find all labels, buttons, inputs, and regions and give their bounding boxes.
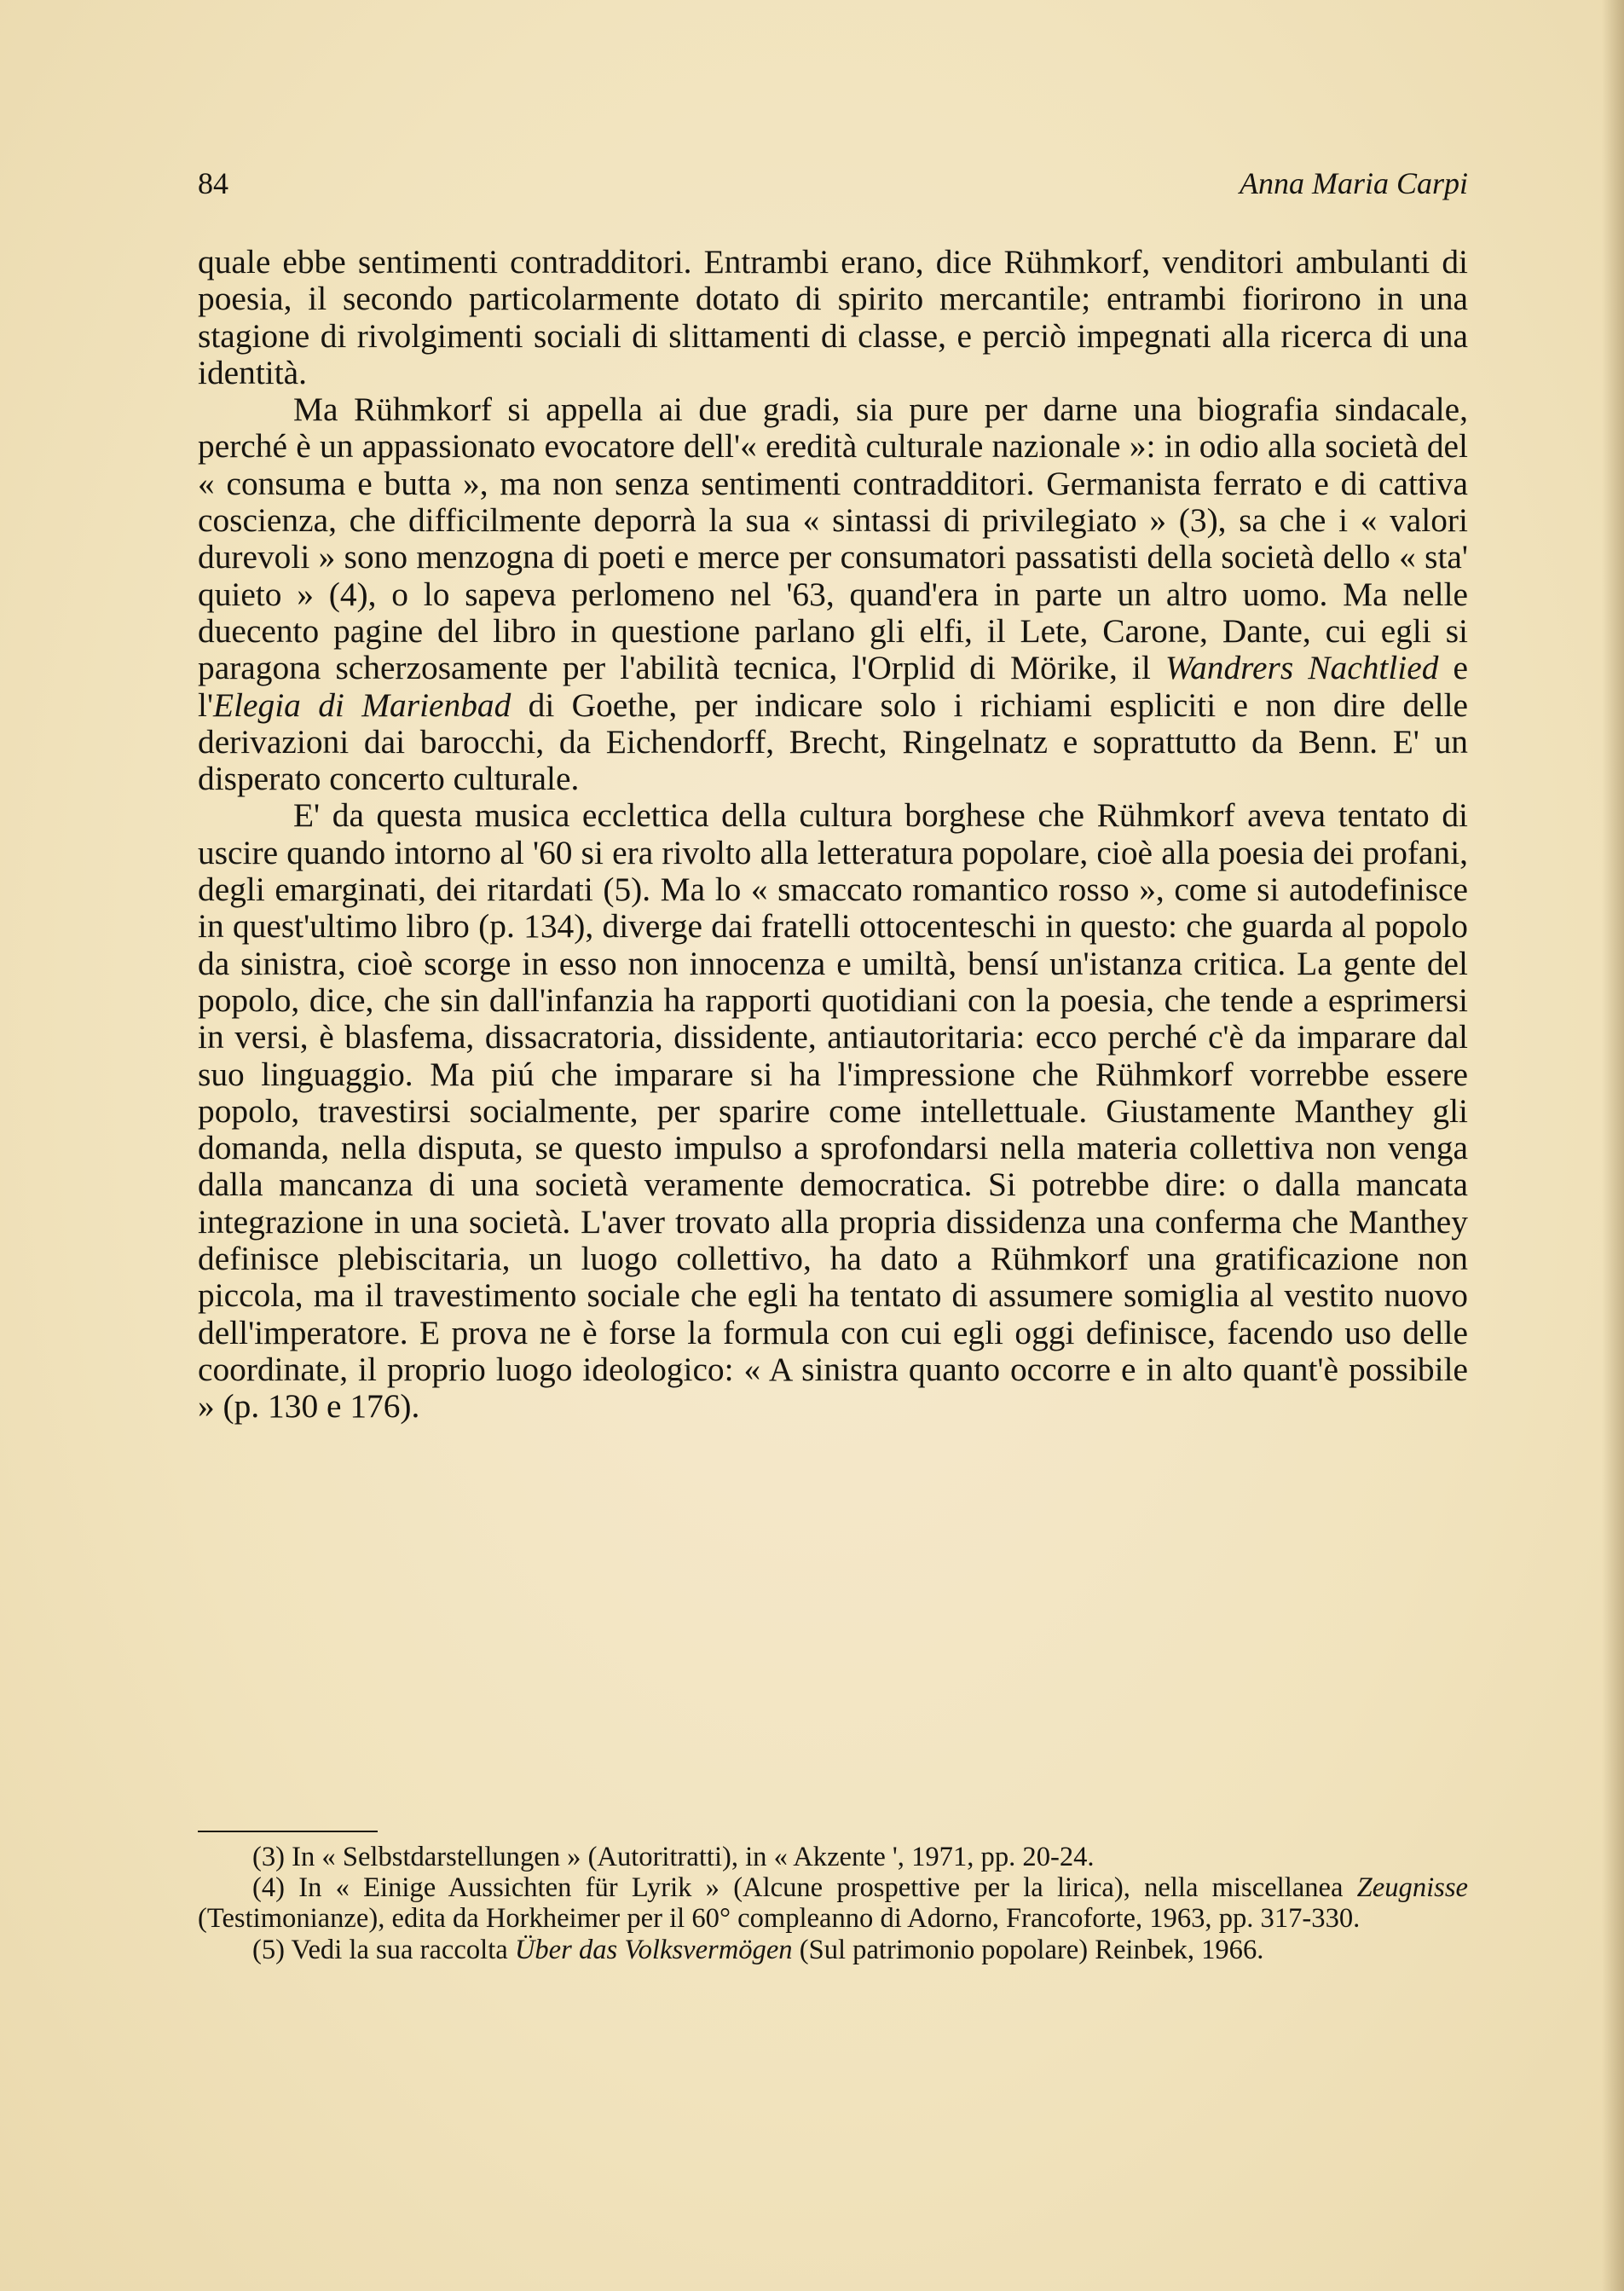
paragraph-1: [198, 244, 1468, 391]
footnotes: [198, 1842, 1468, 1965]
footnote-4-text-end: (Testimonianze), edita da Horkheimer per il 60° compleanno di Adorno, Francoforte, 1963, pp. 317-330.: [198, 1903, 1361, 1935]
work-title-zeugnisse: Zeugnisse: [1356, 1872, 1468, 1904]
footnote-4: [198, 1872, 1468, 1934]
running-header: [198, 162, 1468, 205]
running-title-author: Anna Maria Carpi: [1239, 166, 1468, 200]
paragraph-3-text: E' da questa musica ecclettica della cultura borghese che Rühmkorf aveva tentato di uscire quando intorno al '60 si era rivolto alla letteratura popolare, cioè alla poesia dei profani, degli emarginati, dei ritardati (5). Ma lo « smaccato romantico rosso », come si autodefinisce in quest'ultimo libro (p. 134), diverge dai fratelli ottocenteschi in questo: che guarda al popolo da sinistra, cioè scorge in esso non innocenza e umiltà, bensí un'istanza critica. La gente del popolo, dice, che sin dall'infanzia ha rapporti quotidiani con la poesia, che tende a esprimersi in versi, è blasfema, dissacratoria, dissidente, antiautoritaria: ecco perché c'è da imparare dal suo linguaggio. Ma piú che imparare si ha l'impressione che Rühmkorf vorrebbe essere popolo, travestirsi socialmente, per sparire come intellettuale. Giustamente Manthey gli domanda, nella disputa, se questo impulso a sprofondarsi nella materia collettiva non venga dalla mancanza di una società veramente democratica. Si potrebbe dire: o dalla mancata integrazione in una società. L'aver trovato alla propria dissidenza una conferma che Manthey definisce plebiscitaria, un luogo collettivo, ha dato a Rühmkorf una gratificazione non piccola, ma il travestimento sociale che egli ha tentato di assumere somiglia al vestito nuovo dell'imperatore. E prova ne è forse la formula con cui egli oggi definisce, facendo uso delle coordinate, il proprio luogo ideologico: « A sinistra quanto occorre e in alto quant'è possibile » (p. 130 e 176).: [198, 796, 1468, 1426]
page-number: 84: [198, 166, 228, 200]
work-title-elegia-di-marienbad: Elegia di Marienbad: [213, 686, 511, 724]
footnote-3: [198, 1842, 1468, 1872]
paragraph-3: [198, 797, 1468, 1425]
paragraph-2-text-end: di Goethe, per indicare solo i richiami espliciti e non dire delle derivazioni dai barocchi, da Eichendorff, Brecht, Ringelnatz e soprattutto da Benn. E' un disperato concerto culturale.: [198, 686, 1468, 798]
work-title-wandrers-nachtlied: Wandrers Nachtlied: [1165, 649, 1439, 687]
page-edge-shadow: [1602, 0, 1624, 2291]
footnote-5: [198, 1935, 1468, 1965]
footnote-5-text-end: (Sul patrimonio popolare) Reinbek, 1966.: [792, 1934, 1264, 1965]
footnote-separator-rule: [198, 1831, 378, 1832]
paragraph-2-text-connector: e l': [198, 649, 1468, 724]
paragraph-2: [198, 391, 1468, 797]
footnote-3-text: (3) In « Selbstdarstellungen » (Autoritratti), in « Akzente ', 1971, pp. 20-24.: [252, 1842, 1095, 1872]
paragraph-2-text: Ma Rühmkorf si appella ai due gradi, sia pure per darne una biografia sindacale, perché è un appassionato evocatore dell'« eredità culturale nazionale »: in odio alla società del « consuma e butta », ma non senza sentimenti contradditori. Germanista ferrato e di cattiva coscienza, che difficilmente deporrà la sua « sintassi di privilegiato » (3), sa che i « valori durevoli » sono menzogna di poeti e merce per consumatori passatisti della società dello « sta' quieto » (4), o lo sapeva perlomeno nel '63, quand'era in parte un altro uomo. Ma nelle duecento pagine del libro in questione parlano gli elfi, il Lete, Carone, Dante, cui egli si paragona scherzosamente per l'abilità tecnica, l'Orplid di Mörike, il: [198, 391, 1468, 687]
body-text: [198, 244, 1468, 1426]
work-title-uber-das-volksvermogen: Über das Volksvermögen: [514, 1934, 793, 1965]
footnote-4-text: (4) In « Einige Aussichten für Lyrik » (Alcune prospettive per la lirica), nella miscellanea: [252, 1872, 1357, 1904]
paragraph-1-text: quale ebbe sentimenti contradditori. Entrambi erano, dice Rühmkorf, venditori ambulanti di poesia, il secondo particolarmente dotato di spirito mercantile; entrambi fiorirono in una stagione di rivolgimenti sociali di slittamenti di classe, e perciò impegnati alla ricerca di una identità.: [198, 243, 1468, 391]
footnote-5-text: (5) Vedi la sua raccolta: [252, 1934, 515, 1965]
